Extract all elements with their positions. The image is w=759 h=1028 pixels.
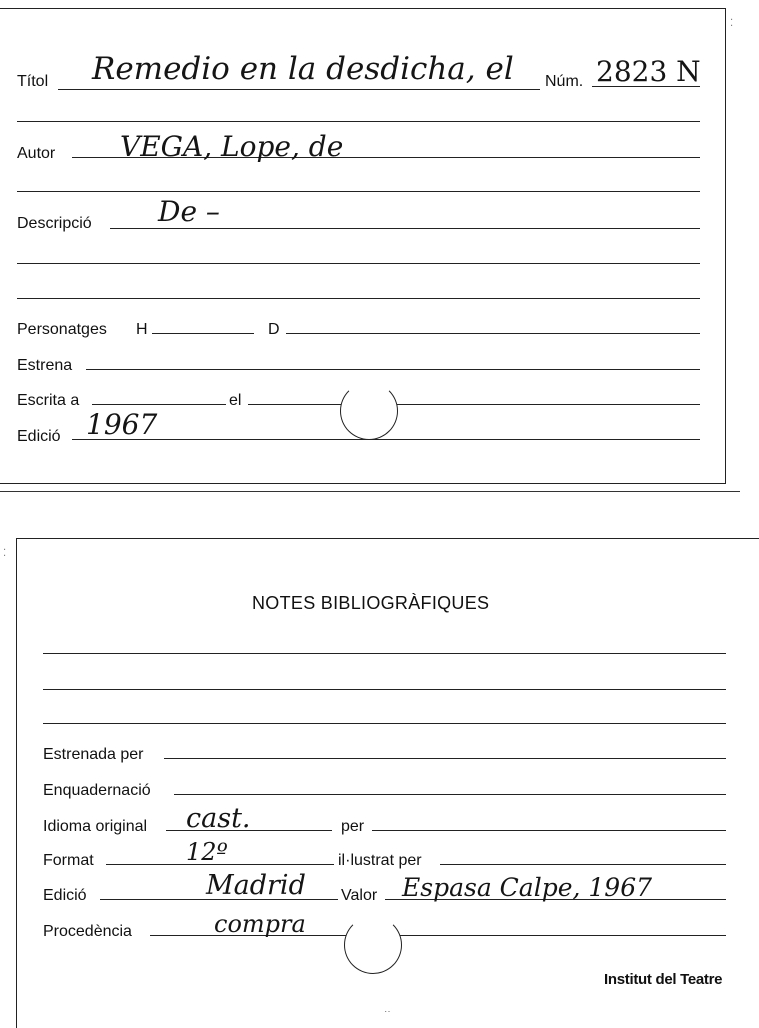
ruled-line bbox=[43, 689, 726, 690]
idioma-value: cast. bbox=[186, 803, 251, 834]
format-value: 12º bbox=[186, 838, 228, 866]
personatges-h-line bbox=[152, 333, 254, 334]
ruled-line bbox=[17, 191, 700, 192]
idioma-per-line bbox=[372, 830, 726, 831]
titol-label: Títol bbox=[17, 73, 49, 90]
valor-value: Espasa Calpe, 1967 bbox=[402, 873, 653, 902]
edicio-value: 1967 bbox=[86, 408, 158, 441]
scan-speck: ‥ bbox=[384, 1004, 391, 1015]
num-label: Núm. bbox=[545, 73, 584, 90]
escrita-el-label: el bbox=[229, 392, 242, 409]
punch-hole bbox=[344, 916, 402, 974]
edicio2-label: Edició bbox=[43, 887, 87, 904]
enquadernacio-label: Enquadernació bbox=[43, 782, 151, 799]
autor-value: VEGA, Lope, de bbox=[120, 130, 344, 163]
procedencia-value: compra bbox=[214, 910, 306, 938]
edicio-line bbox=[72, 439, 700, 440]
ruled-line bbox=[17, 298, 700, 299]
personatges-h-label: H bbox=[136, 321, 148, 338]
format-label: Format bbox=[43, 852, 94, 869]
card-separator bbox=[0, 491, 740, 492]
estrenada-line bbox=[164, 758, 726, 759]
descripcio-line bbox=[110, 228, 700, 229]
ruled-line bbox=[43, 653, 726, 654]
illustrat-label: il·lustrat per bbox=[338, 852, 422, 869]
idioma-per-label: per bbox=[341, 818, 365, 835]
estrena-line bbox=[86, 369, 700, 370]
titol-value: Remedio en la desdicha, el bbox=[92, 51, 514, 87]
descripcio-value: De – bbox=[158, 195, 220, 228]
idioma-label: Idioma original bbox=[43, 818, 148, 835]
escrita-label: Escrita a bbox=[17, 392, 80, 409]
edicio2-value: Madrid bbox=[206, 870, 306, 901]
scan-speck: ⁚ bbox=[3, 548, 7, 559]
personatges-d-line bbox=[286, 333, 700, 334]
enquadernacio-line bbox=[174, 794, 726, 795]
valor-label: Valor bbox=[341, 887, 378, 904]
procedencia-label: Procedència bbox=[43, 923, 132, 940]
personatges-d-label: D bbox=[268, 321, 280, 338]
titol-line bbox=[58, 89, 540, 90]
illustrat-line bbox=[440, 864, 726, 865]
estrenada-label: Estrenada per bbox=[43, 746, 144, 763]
descripcio-label: Descripció bbox=[17, 215, 92, 232]
ruled-line bbox=[43, 723, 726, 724]
edicio-label: Edició bbox=[17, 428, 61, 445]
ruled-line bbox=[17, 121, 700, 122]
ruled-line bbox=[17, 263, 700, 264]
personatges-label: Personatges bbox=[17, 321, 107, 338]
notes-heading: NOTES BIBLIOGRÀFIQUES bbox=[252, 593, 490, 613]
escrita-el-line bbox=[248, 404, 700, 405]
institution-footer: Institut del Teatre bbox=[604, 971, 723, 988]
estrena-label: Estrena bbox=[17, 357, 73, 374]
punch-hole bbox=[340, 382, 398, 440]
num-value: 2823 N bbox=[596, 55, 701, 88]
scan-speck: ⁚ bbox=[730, 18, 734, 29]
escrita-line bbox=[92, 404, 226, 405]
autor-label: Autor bbox=[17, 145, 56, 162]
